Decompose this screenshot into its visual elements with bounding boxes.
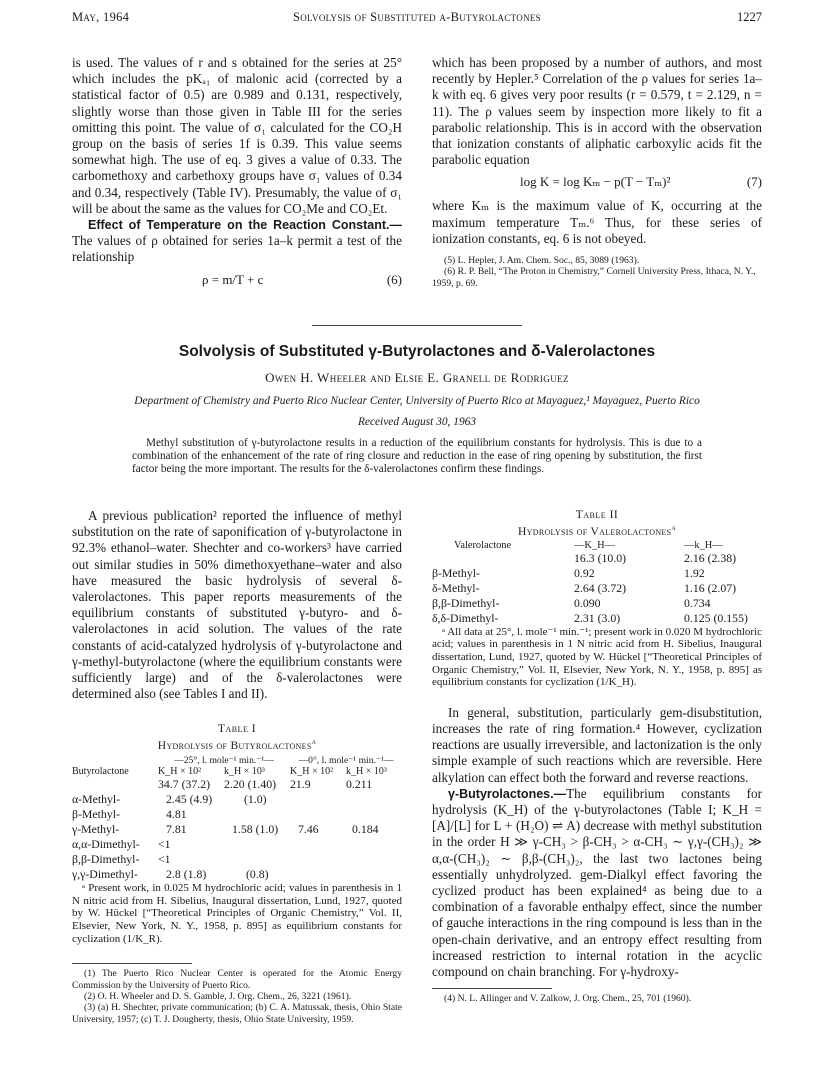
table-2-title-mark: a [671, 523, 676, 532]
equation-7-text: log K = log Kₘ − p(T − Tₘ)² [520, 174, 671, 190]
table-cell: 0.090 [574, 595, 601, 610]
table-row [72, 822, 402, 837]
table-cell: (1.0) [244, 792, 267, 807]
table-cell: 2.8 (1.8) [166, 867, 207, 882]
table-cell: 34.7 (37.2) [158, 777, 211, 792]
table-cell: 0.211 [346, 777, 373, 792]
table-cell [432, 551, 574, 566]
table-1-col-header: K_H × 10² [290, 766, 334, 778]
lower-left-column [72, 508, 402, 1025]
equation-6-number: (6) [386, 271, 402, 287]
table-2 [432, 508, 762, 689]
table-cell: 0.734 [684, 595, 711, 610]
butyrolactones-section [432, 786, 762, 980]
table-cell: <1 [158, 837, 171, 852]
lower-left-footnotes [72, 963, 402, 1025]
table-cell [290, 852, 346, 867]
table-cell [224, 837, 290, 852]
article-title: Solvolysis of Substituted γ-Butyrolactones and δ-Valerolactones [178, 343, 656, 360]
lower-right-footnotes [432, 988, 762, 1004]
table-cell: 2.64 (3.72) [574, 580, 627, 595]
table-row [72, 777, 402, 792]
table-cell: β-Methyl- [432, 565, 480, 580]
table-row [432, 611, 762, 626]
top-left-paragraph: is used. The values of r and s obtained for the series at 25° which includes the pKₐ₁ of malonic acid (corrected by a statistical factor of 0.5) are 0.989 and 0.131, respectively, slightly worse than those given in Table III for the series omitting this point. The value of σ₁ calculated for the CO₂H group on the basis of series 1f is 0.39. This value seems somewhat high. The use of eq. 3 gives a value of 0.33. The carbomethoxy and carbethoxy groups have σ₁ values of 0.34 and 0.34, respectively (Table IV). Presumably, the value of σ₁ will be about the same as the values for CO₂Me and CO₂Et. [72, 55, 402, 216]
table-2-label: Table II [575, 508, 619, 521]
table-1 [72, 722, 402, 945]
table-row [72, 792, 402, 807]
table-cell: <1 [158, 852, 171, 867]
table-cell [346, 867, 402, 882]
footnote-5: (5) L. Hepler, J. Am. Chem. Soc., 85, 3089 (1963). [444, 255, 640, 267]
table-cell: 1.58 (1.0) [232, 822, 279, 837]
footnote-4: (4) N. L. Allinger and V. Zalkow, J. Org. Chem., 25, 701 (1960). [444, 993, 692, 1005]
table-1-title-mark: a [311, 737, 317, 747]
top-right-paragraph-2: where Kₘ is the maximum value of K, occurring at the maximum temperature Tₘ.⁶ Thus, for these series of ionization constants, eq. 6 is not obeyed. [432, 198, 762, 246]
substitution-paragraph: In general, substitution, particularly gem-disubstitution, increases the rate of ring formation.⁴ However, cyclization reactions are usually irreversible, and lactonization is the only simple example of such reactions which are reversible. Here alkylation can effect both the forward and reverse reactions. [432, 704, 762, 785]
temperature-section [72, 217, 402, 266]
top-right-column [432, 55, 762, 289]
table-2-col-header: Valerolactone [454, 539, 512, 551]
table-row [72, 807, 402, 822]
table-1-col-header: k_H × 10³ [346, 766, 387, 778]
equation-7-number: (7) [746, 174, 762, 190]
table-cell: 1.92 [684, 565, 705, 580]
temperature-paragraph: The values of ρ obtained for series 1a–k permit a test of the relationship [72, 233, 402, 265]
table-cell: 2.20 (1.40) [224, 777, 277, 792]
butyrolactones-paragraph: The equilibrium constants for hydrolysis (K_H) of the γ-butyrolactones (Table I; K_H = [A]/[L] for L + (H₂O) ⇌ A) decrease with methyl substitution in the order H ≫ γ-CH₃ > β-CH₃ > α-CH₃ ∼ γ,γ-(CH₃)₂ ≫ α,α-(CH₃)₂ ∼ β,β-(CH₃)₂, the last two lactones being essentially unhydrolyzed. gem-Dialkyl effect favoring the cyclized product has been explained⁴ as being due to a combination of a favorable enthalpy effect, since the number of gauche interactions in the ring compound is less than in the open-chain derivative, and an entropy effect resulting from increased restriction to internal rotation in the acyclic compound on chain branching. For γ-hydroxy- [432, 785, 762, 980]
table-cell: δ,δ-Dimethyl- [432, 610, 499, 625]
table-cell: β-Methyl- [72, 807, 120, 822]
article-affiliation: Department of Chemistry and Puerto Rico Nuclear Center, University of Puerto Rico at Mayaguez,¹ Mayaguez, Puerto Rico [134, 395, 700, 407]
table-cell: 7.81 [166, 822, 187, 837]
table-cell: β,β-Dimethyl- [432, 595, 500, 610]
table-row [432, 581, 762, 596]
table-cell: 2.45 (4.9) [166, 792, 213, 807]
table-1-label: Table I [217, 722, 257, 736]
table-cell: (0.8) [246, 867, 269, 882]
table-cell [224, 852, 290, 867]
table-cell: α-Methyl- [72, 792, 121, 807]
table-1-col-header: Butyrolactone [72, 766, 129, 778]
table-1-col-header: k_H × 10³ [224, 766, 265, 778]
table-cell [290, 792, 346, 807]
table-row [72, 852, 402, 867]
table-1-group-header-0: —0°, l. mole⁻¹ min.⁻¹— [298, 755, 394, 767]
table-1-title [72, 737, 402, 752]
table-cell: β,β-Dimethyl- [72, 852, 140, 867]
table-cell: γ,γ-Dimethyl- [72, 867, 138, 882]
table-cell: 1.16 (2.07) [684, 580, 737, 595]
article-authors: Owen H. Wheeler and Elsie E. Granell de Rodriguez [265, 370, 569, 385]
table-1-title-text: Hydrolysis of Butyrolactones [157, 739, 312, 753]
journal-page [72, 0, 762, 1068]
running-head [72, 10, 762, 28]
table-cell: γ-Methyl- [72, 822, 120, 837]
table-row [432, 566, 762, 581]
top-right-footnotes [432, 255, 762, 289]
footnote-3: (3) (a) H. Shechter, private communication; (b) C. A. Matussak, thesis, Ohio State University, 1957; (c) T. J. Dougherty, thesis, Ohio State University, 1959. [72, 1002, 402, 1025]
table-cell: α,α-Dimethyl- [72, 837, 140, 852]
table-cell [346, 837, 402, 852]
table-row [72, 837, 402, 852]
table-2-title-text: Hydrolysis of Valerolactones [518, 524, 672, 538]
table-2-title [432, 523, 762, 538]
table-cell: 2.16 (2.38) [684, 550, 737, 565]
table-cell [290, 807, 346, 822]
footnote-1: (1) The Puerto Rico Nuclear Center is operated for the Atomic Energy Commission by the University of Puerto Rico. [72, 968, 402, 991]
table-2-note: ᵃ All data at 25°, l. mole⁻¹ min.⁻¹; present work in 0.020 M hydrochloric acid; values in parenthesis in 1 N nitric acid from H. Sibelius, Inaugural dissertation, Lund, 1927, quoted by W. Hückel [“Theoretical Principles of Organic Chemistry,” Vol. II, Elsevier, New York, N. Y., 1958, p. 895] as equilibrium constants for cyclization (1/K_H). [432, 625, 762, 689]
table-row [432, 596, 762, 611]
table-cell: δ-Methyl- [432, 580, 480, 595]
equation-6-text: ρ = m/T + c [202, 271, 264, 287]
table-cell: 2.31 (3.0) [574, 610, 621, 625]
equation-6 [72, 266, 402, 296]
running-head-date: May, 1964 [72, 10, 130, 24]
table-2-col-header: —k_H— [684, 539, 723, 551]
footnote-rule [432, 988, 552, 989]
footnote-2: (2) O. H. Wheeler and D. S. Gamble, J. Org. Chem., 26, 3221 (1961). [84, 991, 352, 1003]
footnote-rule [72, 963, 192, 964]
table-cell [290, 867, 346, 882]
page-number: 1227 [737, 10, 762, 24]
table-1-grid [72, 755, 402, 882]
table-cell [346, 792, 402, 807]
table-cell [346, 852, 402, 867]
table-cell: 4.81 [166, 807, 187, 822]
running-head-title: Solvolysis of Substituted α-Butyrolactones [293, 10, 541, 24]
article-divider [312, 325, 522, 326]
table-row [72, 867, 402, 882]
table-2-grid [432, 540, 762, 626]
table-cell: 16.3 (10.0) [574, 550, 627, 565]
table-1-col-header: K_H × 10² [158, 766, 202, 778]
table-cell: 0.125 (0.155) [684, 610, 748, 625]
section-heading-butyrolactones: γ-Butyrolactones.— [448, 786, 567, 801]
table-cell: 21.9 [290, 777, 311, 792]
table-1-note: ᵃ Present work, in 0.025 M hydrochloric acid; values in parenthesis in 1 N nitric acid from H. Sibelius, Inaugural dissertation, Lund, 1927, quoted by W. Hückel [“Theoretical Principles of Organic Chemistry,” Vol. II, Elsevier, New York, N. Y., 1958, p. 895] as equilibrium constants for cyclization (1/K_R). [72, 882, 402, 945]
table-cell [72, 777, 158, 792]
abstract: Methyl substitution of γ-butyrolactone results in a reduction of the equilibrium constants for hydrolysis. This is due to a combination of the enhancement of the rate of ring closure and reduction in the ease of ring opening by substitution, the first factor being the more important. The results for the δ-valerolactones confirm these findings. [132, 437, 702, 476]
section-heading-temperature: Effect of Temperature on the Reaction Constant.— [88, 218, 402, 233]
table-row [432, 551, 762, 566]
table-cell [224, 807, 290, 822]
table-2-col-header: —K_H— [574, 539, 615, 551]
intro-paragraph: A previous publication² reported the influence of methyl substitution on the rate of saponification of γ-butyrolactone in 92.3% ethanol–water. Shechter and co-workers³ have carried out similar studies in 50% dimethoxyethane–water and also have measured the basic hydrolysis of several δ-valerolactones. This paper reports measurements of the equilibrium constants of substituted γ-butyro- and δ-valerolactones in acid solution. The values of the rate constants of acid-catalyzed hydrolysis of γ-butyrolactone and γ-methyl-butyrolactone (where the equilibrium constants were sufficiently large) and of the δ-valerolactones were determined also (see Tables I and II). [72, 508, 402, 702]
top-right-paragraph: which has been proposed by a number of authors, and most recently by Hepler.⁵ Correlation of the ρ values for series 1a–k with eq. 6 gives very poor results (r = 0.579, t = 2.129, n = 11). The ρ values seem by inspection more likely to fit a parabolic relationship. This is in accord with the observation that ionization constants of aliphatic carboxylic acids fit the parabolic equation [432, 55, 762, 168]
table-cell: 7.46 [298, 822, 319, 837]
lower-right-column [432, 508, 762, 1005]
equation-7 [432, 168, 762, 198]
table-1-group-header-25: —25°, l. mole⁻¹ min.⁻¹— [174, 755, 274, 767]
received-date: Received August 30, 1963 [357, 416, 477, 428]
table-cell: 0.92 [574, 565, 595, 580]
table-cell: 0.184 [352, 822, 379, 837]
table-cell [346, 807, 402, 822]
top-left-column [72, 55, 402, 296]
footnote-6: (6) R. P. Bell, “The Proton in Chemistry,” Cornell University Press, Ithaca, N. Y., 1959, p. 69. [432, 266, 756, 289]
table-cell [290, 837, 346, 852]
